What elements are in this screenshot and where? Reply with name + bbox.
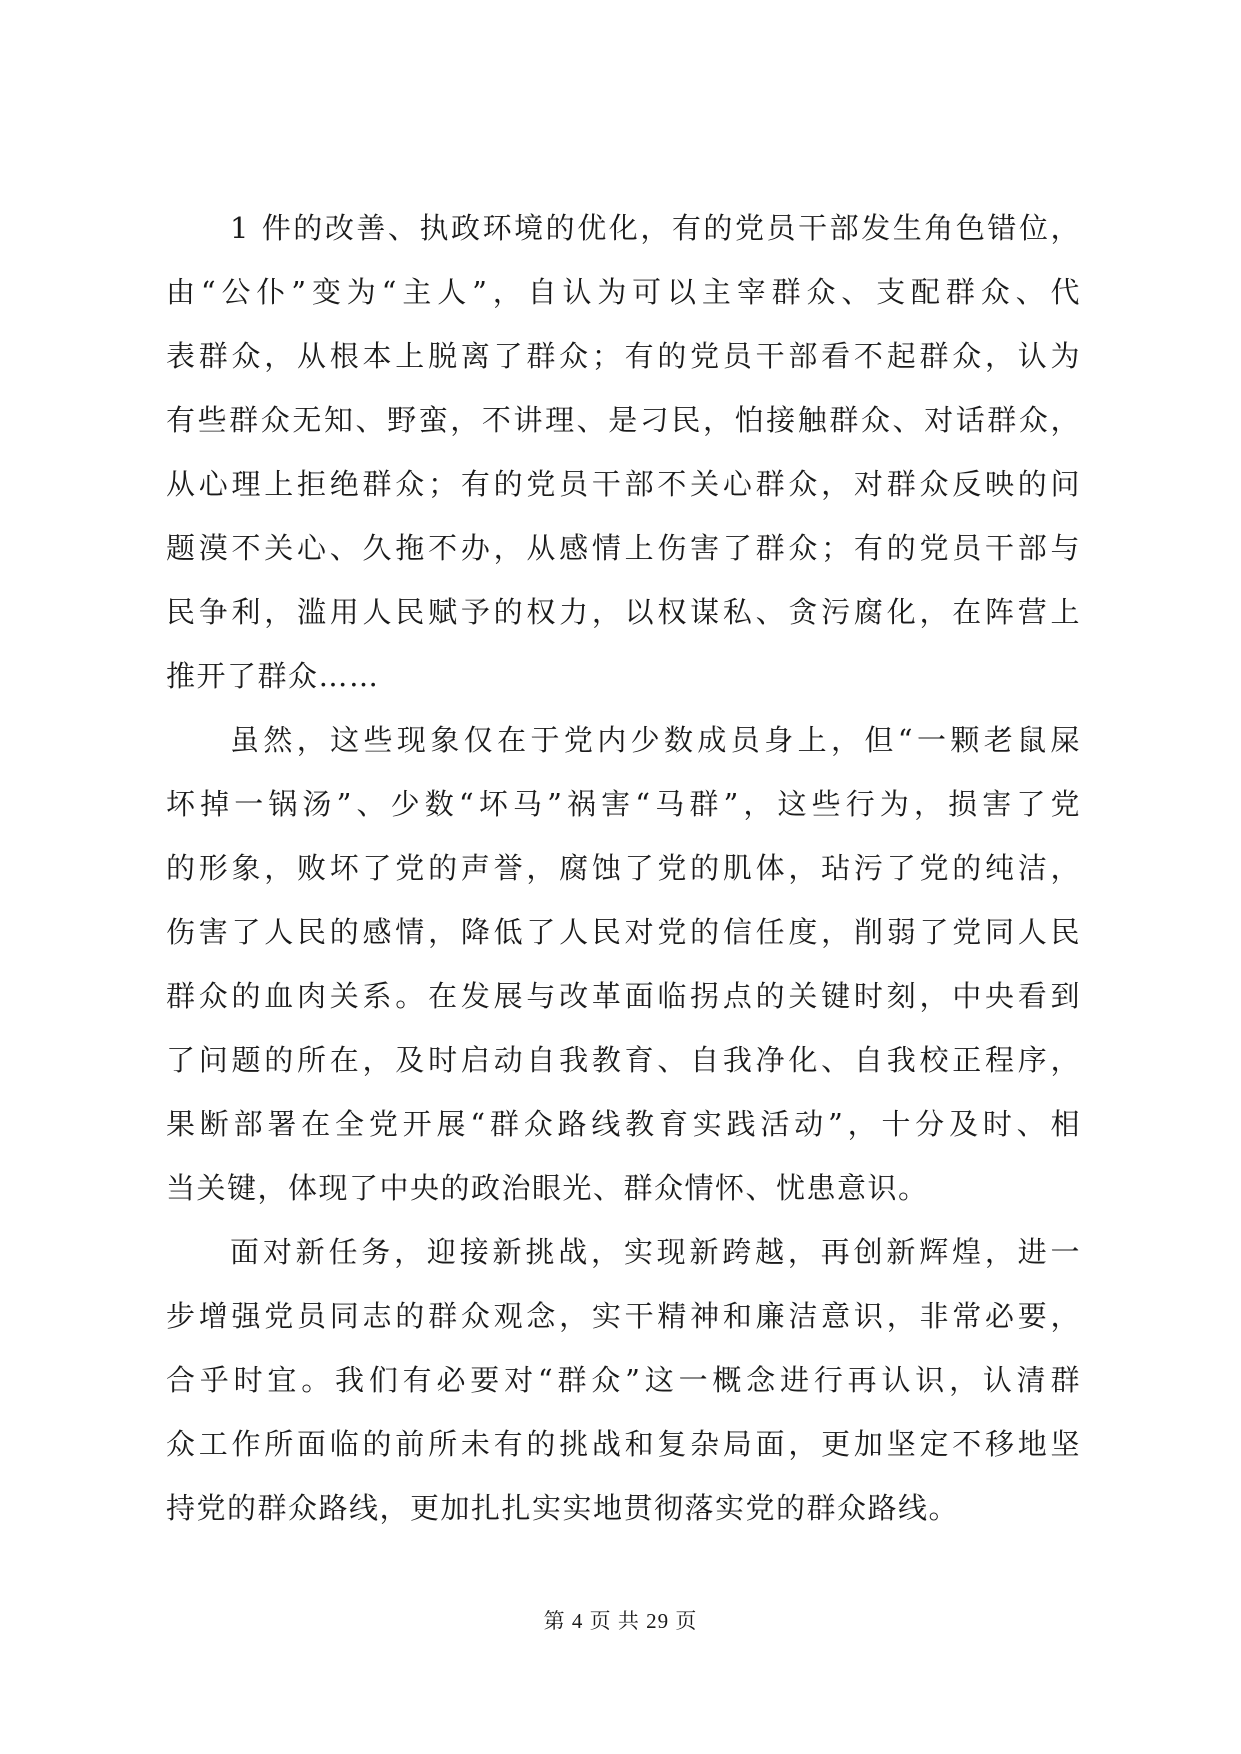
text-line: 有些群众无知、野蛮，不讲理、是刁民，怕接触群众、对话群众， (166, 403, 1081, 437)
text-line: 坏掉一锅汤”、少数“坏马”祸害“马群”，这些行为，损害了党 (166, 787, 1081, 821)
text-line: 1 件的改善、执政环境的优化，有的党员干部发生角色错位， (230, 211, 1081, 245)
text-line: 从心理上拒绝群众；有的党员干部不关心群众，对群众反映的问 (166, 467, 1081, 501)
text-line: 果断部署在全党开展“群众路线教育实践活动”，十分及时、相 (166, 1107, 1081, 1141)
text-line: 民争利，滥用人民赋予的权力，以权谋私、贪污腐化，在阵营上 (166, 595, 1081, 629)
text-line: 合乎时宜。我们有必要对“群众”这一概念进行再认识，认清群 (166, 1363, 1081, 1397)
text-line: 伤害了人民的感情，降低了人民对党的信任度，削弱了党同人民 (166, 915, 1081, 949)
text-line: 群众的血肉关系。在发展与改革面临拐点的关键时刻，中央看到 (166, 979, 1081, 1013)
text-line: 推开了群众…… (166, 659, 380, 693)
text-line: 表群众，从根本上脱离了群众；有的党员干部看不起群众，认为 (166, 339, 1081, 373)
text-line: 面对新任务，迎接新挑战，实现新跨越，再创新辉煌，进一 (230, 1235, 1081, 1269)
text-line: 当关键，体现了中央的政治眼光、群众情怀、忧患意识。 (166, 1171, 929, 1205)
text-line: 步增强党员同志的群众观念，实干精神和廉洁意识，非常必要， (166, 1299, 1081, 1333)
text-line: 由“公仆”变为“主人”，自认为可以主宰群众、支配群众、代 (166, 275, 1081, 309)
text-line: 了问题的所在，及时启动自我教育、自我净化、自我校正程序， (166, 1043, 1081, 1077)
text-line: 的形象，败坏了党的声誉，腐蚀了党的肌体，玷污了党的纯洁， (166, 851, 1081, 885)
text-line: 虽然，这些现象仅在于党内少数成员身上，但“一颗老鼠屎 (230, 723, 1081, 757)
text-line: 众工作所面临的前所未有的挑战和复杂局面，更加坚定不移地坚 (166, 1427, 1081, 1461)
text-line: 题漠不关心、久拖不办，从感情上伤害了群众；有的党员干部与 (166, 531, 1081, 565)
text-line: 持党的群众路线，更加扎扎实实地贯彻落实党的群众路线。 (166, 1491, 960, 1525)
body-text (166, 196, 1081, 1540)
page-number-footer: 第 4 页 共 29 页 (543, 1609, 698, 1633)
